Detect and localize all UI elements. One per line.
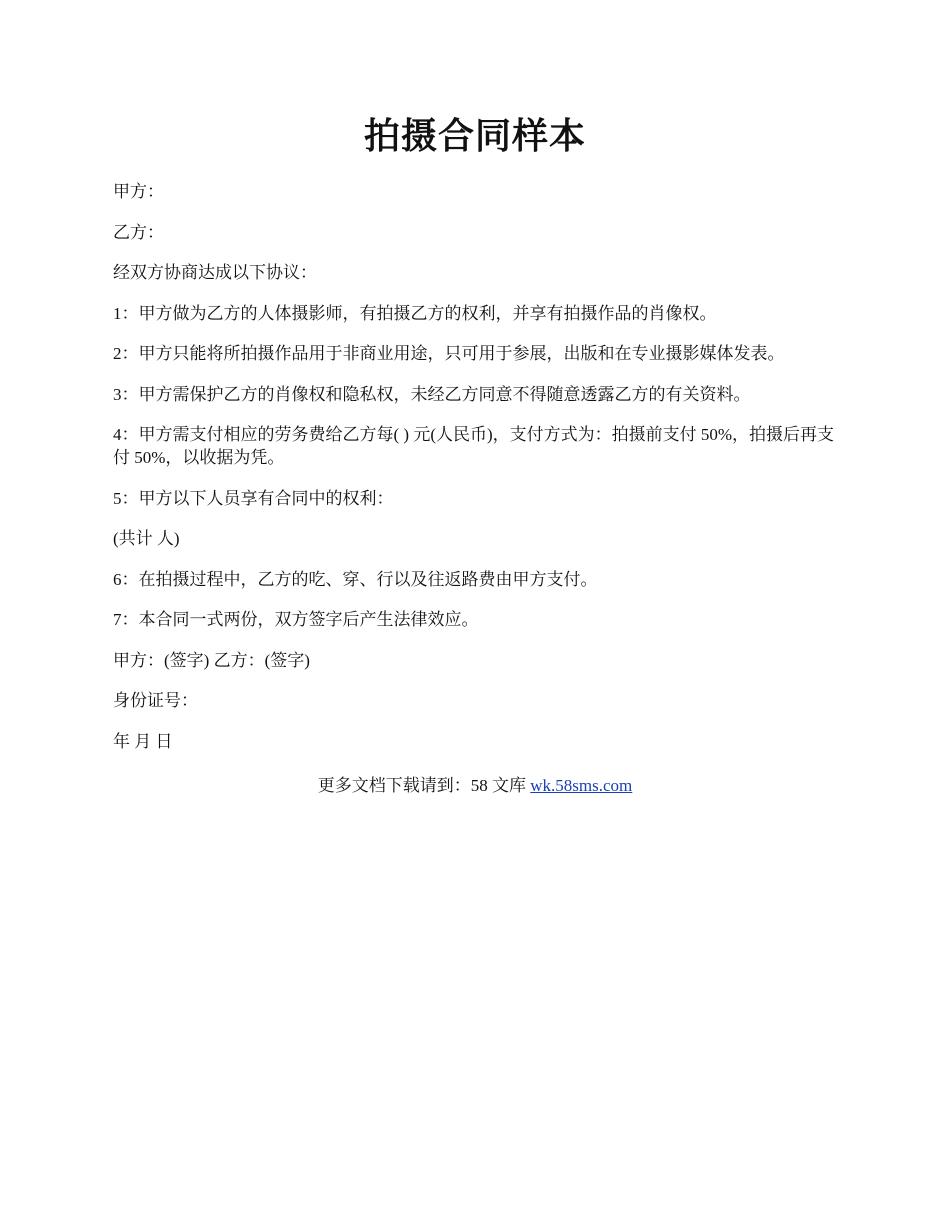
clause-5: 5：甲方以下人员享有合同中的权利：	[113, 488, 394, 508]
clause-1: 1：甲方做为乙方的人体摄影师，有拍摄乙方的权利，并享有拍摄作品的肖像权。	[113, 303, 717, 323]
download-footer	[0, 774, 950, 797]
document-title: 拍摄合同样本	[363, 116, 586, 156]
personnel-count: (共计 人)	[113, 529, 180, 548]
clause-4: 4：甲方需支付相应的劳务费给乙方每( ) 元(人民币)，支付方式为：拍摄前支付 50%，拍摄后再支付 50%，以收据为凭。	[113, 425, 835, 467]
signature-line: 甲方：(签字) 乙方：(签字)	[113, 650, 310, 670]
footer-link[interactable]: wk.58sms.com	[530, 776, 633, 795]
party-b-line: 乙方：	[113, 222, 164, 242]
clause-7: 7：本合同一式两份，双方签字后产生法律效应。	[113, 610, 479, 629]
clause-6: 6：在拍摄过程中，乙方的吃、穿、行以及往返路费由甲方支付。	[113, 569, 598, 589]
agreement-intro: 经双方协商达成以下协议：	[113, 263, 317, 282]
id-number-line: 身份证号：	[113, 691, 198, 710]
party-a-line: 甲方：	[113, 182, 164, 201]
date-line: 年 月 日	[113, 731, 173, 751]
document-body	[113, 180, 848, 770]
clause-3: 3：甲方需保护乙方的肖像权和隐私权，未经乙方同意不得随意透露乙方的有关资料。	[113, 384, 751, 404]
footer-text: 更多文档下载请到：58 文库	[317, 776, 531, 795]
clause-2: 2：甲方只能将所拍摄作品用于非商业用途，只可用于参展，出版和在专业摄影媒体发表。	[113, 344, 785, 363]
